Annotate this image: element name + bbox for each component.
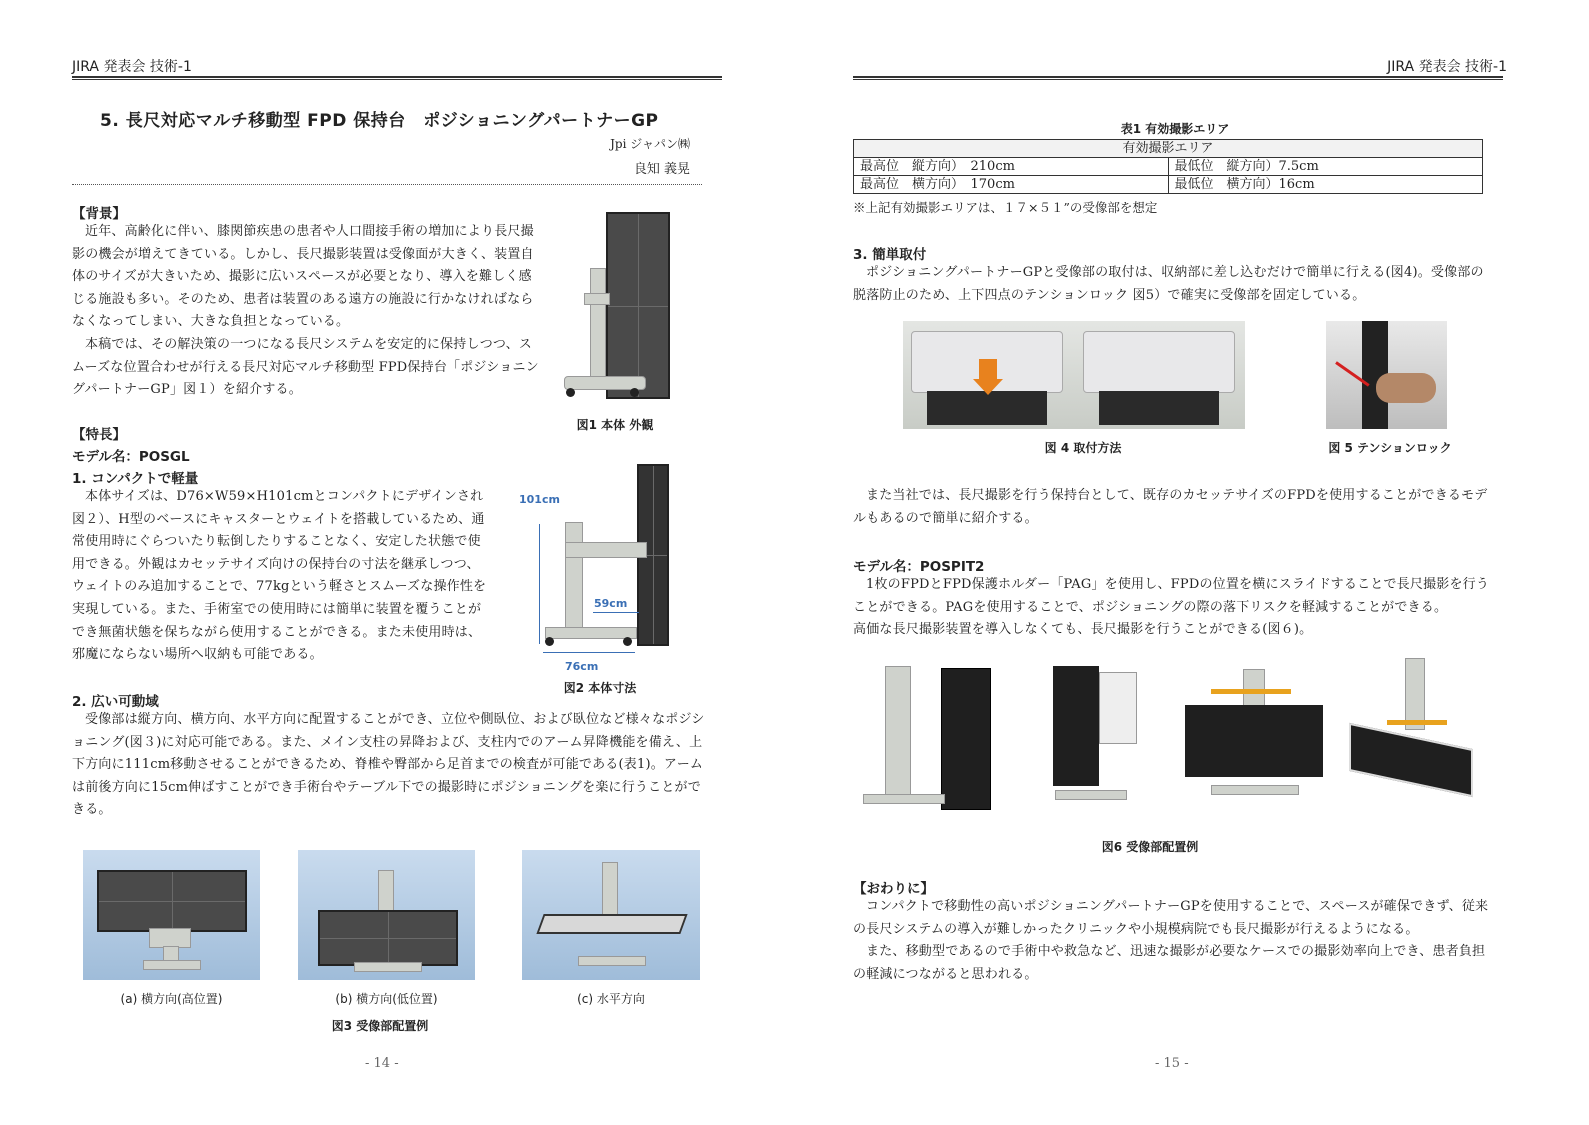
figure-3a-photo [83, 850, 260, 980]
detector-panel [97, 870, 247, 932]
figure-2-caption: 図2 本体寸法 [563, 681, 637, 695]
table-header-row [854, 140, 1483, 158]
header-rule-left [72, 76, 722, 80]
table-row [854, 176, 1483, 194]
dimension-depth-label: 76cm [565, 660, 599, 673]
table-cell: 最高位 縦方向） 210cm [854, 158, 1169, 176]
background-heading: 【背景】 [72, 206, 126, 222]
detector-panel [318, 910, 458, 966]
caster [566, 388, 575, 397]
table-header-cell: 有効撮影エリア [854, 140, 1483, 158]
dimension-width-label: 59cm [594, 597, 628, 610]
table-cell: 最低位 縦方向）7.5cm [1168, 158, 1483, 176]
caster [630, 388, 639, 397]
section-3-text [853, 262, 1493, 307]
stand-arm [584, 293, 610, 305]
figure-3c-caption: (c) 水平方向 [577, 992, 645, 1006]
subsection-2-paragraph: 受像部は縦方向、横方向、水平方向に配置することができ、立位や側臥位、および臥位など様々なポジショニング(図３)に対応可能である。また、メイン支柱の昇降および、支柱内でのアーム昇降機能を備え、上下方向に111cm移動させることができるため、脊椎や臀部から足首までの検査が可能である(表1)。アームは前後方向に15cm伸ばすことができ手術台やテーブル下での撮影時にポジショニングを楽に行うことができる。 [72, 712, 705, 818]
conclusion-paragraph-2: また、移動型であるので手術中や救急など、迅速な撮影が必要なケースでの撮影効率向上でき、患者負担の軽減につながると思われる。 [853, 944, 1486, 982]
section-3-heading: 3. 簡単取付 [853, 247, 927, 263]
background-paragraph-2: 本稿では、その解決策の一つになる長尺システムを安定的に保持しつつ、スムーズな位置合わせが行える長尺対応マルチ移動型 FPD保持台「ポジショニングパートナーGP」図１）を紹介する。 [72, 336, 539, 398]
right-page [795, 0, 1589, 1125]
stand-column [590, 268, 606, 380]
figure-1-caption: 図1 本体 外観 [576, 418, 654, 432]
left-page [0, 0, 794, 1125]
detector-panel [1185, 705, 1323, 777]
stand-base [354, 962, 422, 972]
stand-base [545, 627, 637, 639]
insert-arrow-icon [973, 379, 1003, 395]
caster [545, 637, 554, 646]
header-rule-right [853, 76, 1503, 80]
features-heading: 【特長】 [72, 427, 126, 443]
figure-5-photo [1326, 321, 1447, 429]
hand [1376, 373, 1436, 403]
stand-arm [565, 542, 647, 558]
holder [1099, 672, 1137, 744]
header-right: JIRA 発表会 技術-1 [1387, 59, 1507, 75]
figure-4-photo [903, 321, 1245, 429]
figure-6c-photo [1181, 665, 1329, 810]
table-1-title: 表1 有効撮影エリア [1120, 122, 1230, 136]
page-number-right: - 15 - [1155, 1056, 1189, 1071]
figure-5-caption: 図 5 テンションロック [1328, 441, 1452, 455]
figure-6d-photo [1343, 656, 1473, 806]
insert-arrow-shaft [979, 359, 997, 381]
holder-right [1099, 391, 1219, 425]
detector-panel [1053, 666, 1099, 786]
holder-left [927, 391, 1047, 425]
horizontal-panel [1349, 723, 1473, 797]
conclusion-text [853, 896, 1493, 986]
header-left: JIRA 発表会 技術-1 [72, 59, 192, 75]
conclusion-heading: 【おわりに】 [853, 881, 934, 897]
company-name: Jpi ジャパン㈱ [610, 137, 690, 151]
stand-base [143, 960, 201, 970]
model-2-paragraph-1: 1枚のFPDとFPD保護ホルダー「PAG」を使用し、FPDの位置を横にスライドすることで長尺撮影を行うことができる。PAGを使用することで、ポジショニングの際の落下リスクを軽減することができる。 [853, 577, 1490, 615]
figure-1-photo [560, 208, 680, 403]
slide-arrow-icon [1211, 689, 1291, 694]
subsection-2-heading: 2. 広い可動域 [72, 694, 159, 710]
table-note: ※上記有効撮影エリアは、１７×５１”の受像部を想定 [853, 200, 1158, 215]
table-row [854, 158, 1483, 176]
stand-column [565, 522, 583, 634]
author-name: 良知 義晃 [633, 162, 690, 177]
caster [623, 637, 632, 646]
figure-6-caption: 図6 受像部配置例 [1101, 840, 1199, 854]
model-2-paragraph-2: 高価な長尺撮影装置を導入しなくても、長尺撮影を行うことができる(図６)。 [853, 622, 1313, 638]
figure-3b-photo [298, 850, 475, 980]
detector-panel-right [1083, 331, 1235, 393]
model-name-pospit2: モデル名：POSPIT2 [853, 559, 985, 575]
intro-text [853, 485, 1493, 530]
figure-3b-caption: (b) 横方向(低位置) [335, 992, 438, 1006]
subsection-2-text [72, 709, 710, 822]
section-3-paragraph: ポジショニングパートナーGPと受像部の取付は、収納部に差し込むだけで簡単に行える(図4)。受像部の脱落防止のため、上下四点のテンションロック 図5）で確実に受像部を固定している。 [853, 265, 1484, 303]
background-paragraph-1: 近年、高齢化に伴い、膝関節疾患の患者や人口間接手術の増加により長尺撮影の機会が増えてきている。しかし、長尺撮影装置は受像面が大きく、装置自体のサイズが大きいため、撮影に広いスペースが必要となり、導入を難しく感じる施設も多い。そのため、患者は装置のある遠方の施設に行かなければならなくなってしまい、大きな負担となっている。 [72, 224, 534, 330]
width-dimension-line [593, 612, 639, 613]
conclusion-paragraph-1: コンパクトで移動性の高いポジショニングパートナーGPを使用することで、スペースが確保できず、従来の長尺システムの導入が難しかったクリニックや小規模病院でも長尺撮影が行えるようになる。 [853, 899, 1489, 937]
subsection-1-heading: 1. コンパクトで軽量 [72, 471, 199, 487]
intro-paragraph: また当社では、長尺撮影を行う保持台として、既存のカセッテサイズのFPDを使用することができるモデルもあるので簡単に紹介する。 [853, 488, 1488, 526]
table-cell: 最低位 横方向）16cm [1168, 176, 1483, 194]
detector-panel [606, 212, 670, 399]
subsection-1-paragraph: 本体サイズは、D76×W59×H101cmとコンパクトにデザインされ図２）、H型のベースにキャスターとウェイトを搭載しているため、通常使用時にぐらついたり転倒したりすることなく、安定した状態で使用できる。外観はカセッテサイズ向けの保持台の寸法を継承しつつ、ウェイトのみ追加することで、77kgという軽さとスムーズな操作性を実現している。また、手術室での使用時には簡単に装置を覆うことができ無菌状態を保ちながら使用することができる。また未使用時は、邪魔にならない場所へ収納も可能である。 [72, 489, 487, 663]
dimension-height-label: 101cm [519, 493, 560, 506]
stand-base [1055, 790, 1127, 800]
title-separator [72, 184, 702, 185]
page-number-left: - 14 - [365, 1056, 399, 1071]
detector-panel [941, 668, 991, 810]
article-title: 5. 長尺対応マルチ移動型 FPD 保持台 ポジショニングパートナーGP [100, 111, 659, 131]
figure-6a-photo [855, 660, 995, 810]
height-dimension-line [539, 524, 540, 644]
subsection-1-text [72, 486, 492, 667]
depth-dimension-line [543, 652, 635, 653]
figure-4-caption: 図 4 取付方法 [1044, 441, 1122, 455]
stand-column [378, 870, 394, 914]
slide-arrow-icon [1387, 720, 1447, 725]
stand-arm [149, 928, 191, 948]
figure-3c-photo [522, 850, 700, 980]
background-text [72, 221, 542, 402]
model-name-posgl: モデル名：POSGL [72, 449, 190, 465]
horizontal-panel [536, 914, 687, 934]
table-cell: 最高位 横方向） 170cm [854, 176, 1169, 194]
figure-3a-caption: (a) 横方向(高位置) [120, 992, 223, 1006]
stand-base [578, 956, 646, 966]
stand-base [1211, 785, 1299, 795]
stand-column [885, 666, 911, 802]
effective-area-table [853, 139, 1483, 194]
figure-3-caption: 図3 受像部配置例 [331, 1019, 429, 1033]
figure-6b-photo [1045, 662, 1145, 810]
model-2-text [853, 574, 1493, 642]
stand-base [863, 794, 945, 804]
